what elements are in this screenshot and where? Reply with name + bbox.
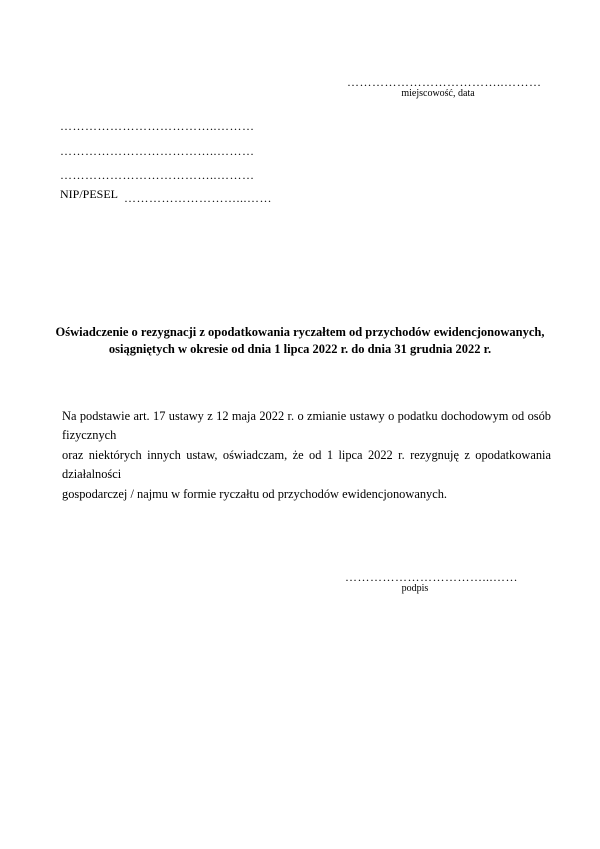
nip-pesel-row [60, 187, 273, 205]
nip-pesel-label: NIP/PESEL [60, 187, 119, 201]
declaration-paragraph [62, 407, 551, 504]
declaration-line-3: gospodarczej / najmu w formie ryczałtu od przychodów ewidencjonowanych. [62, 486, 448, 501]
declaration-line-2: oraz niektórych innych ustaw, oświadczam, że od 1 lipca 2022 r. rezygnuję z opodatkowania działalności [62, 447, 551, 482]
identity-fill-line-2: ………………………………..……… [60, 144, 255, 158]
place-date-label: miejscowość, data [401, 88, 475, 99]
identity-fill-line-1: ………………………………..……… [60, 119, 255, 133]
place-date-block [347, 75, 542, 100]
nip-pesel-fill-line: ………………………...…… [124, 191, 273, 205]
document-title-line-2: osiągniętych w okresie od dnia 1 lipca 2022 r. do dnia 31 grudnia 2022 r. [108, 341, 492, 356]
document-title-line-1: Oświadczenie o rezygnacji z opodatkowania ryczałtem od przychodów ewidencjonowanych, [55, 325, 545, 339]
declaration-line-1: Na podstawie art. 17 ustawy z 12 maja 2022 r. o zmianie ustawy o podatku dochodowym od osób fizycznych [62, 409, 551, 443]
identity-fill-line-3: ………………………………..……… [60, 168, 255, 182]
place-date-fill-line: ………………………………..……… [347, 75, 542, 89]
document-title [30, 324, 570, 357]
signature-block [345, 570, 518, 595]
signature-fill-line: ……………………………...…… [345, 570, 518, 584]
signature-label: podpis [401, 583, 429, 594]
